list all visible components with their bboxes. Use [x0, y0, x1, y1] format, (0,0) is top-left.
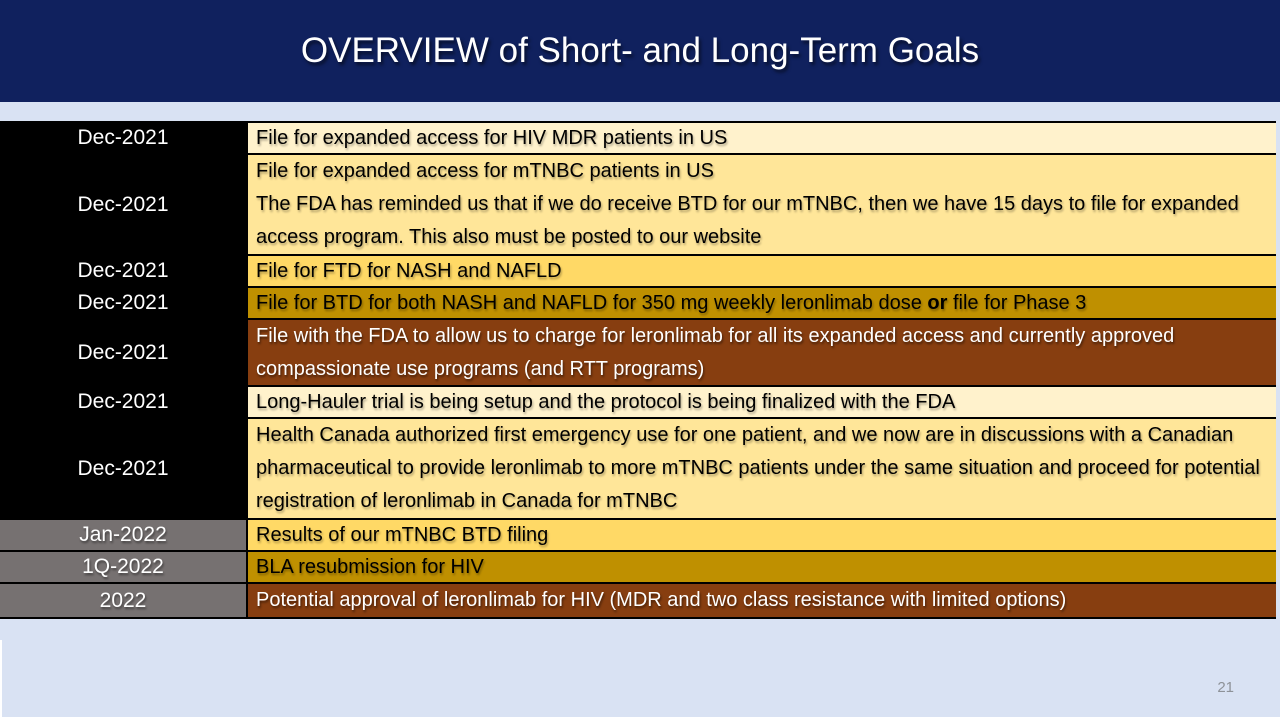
goal-cell: [248, 320, 1276, 385]
page-number: 21: [1217, 679, 1234, 696]
goal-text-post: file for Phase 3: [947, 291, 1087, 314]
table-row: [0, 419, 1276, 520]
goal-cell: [248, 256, 1276, 286]
date-cell: Dec-2021: [0, 155, 248, 254]
goal-text: File for expanded access for mTNBC patients in US: [256, 160, 714, 182]
date-cell: Dec-2021: [0, 387, 248, 417]
goal-text: File with the FDA to allow us to charge for leronlimab for all its expanded access and currently approved compassionate use programs (and RTT programs): [256, 324, 1175, 380]
date-cell: Dec-2021: [0, 123, 248, 153]
goal-text: Results of our mTNBC BTD filing: [256, 523, 549, 546]
goal-cell: [248, 520, 1276, 550]
goal-text-bold: or: [927, 291, 948, 314]
date-cell: 1Q-2022: [0, 552, 248, 582]
goal-text: Health Canada authorized first emergency use for one patient, and we now are in discussions with a Canadian pharmaceutical to provide leronlimab to more mTNBC patients under the same situation and proceed for potential registration of leronlimab in Canada for mTNBC: [256, 424, 1260, 512]
slide-header: [0, 0, 1280, 102]
goal-cell: [248, 123, 1276, 153]
table-row: [0, 320, 1276, 387]
goal-text: File for expanded access for HIV MDR patients in US: [256, 126, 728, 149]
date-cell: Dec-2021: [0, 256, 248, 286]
goal-cell: [248, 155, 1276, 254]
table-row: [0, 155, 1276, 256]
table-row: [0, 552, 1276, 584]
table-row: [0, 387, 1276, 419]
slide-title: OVERVIEW of Short- and Long-Term Goals: [300, 31, 980, 70]
goal-text: [256, 288, 1268, 318]
table-row: [0, 256, 1276, 288]
goal-text: Potential approval of leronlimab for HIV (MDR and two class resistance with limited options): [256, 589, 1067, 611]
goals-table: [0, 121, 1276, 619]
goal-text-pre: File for BTD for both NASH and NAFLD for 350 mg weekly leronlimab dose: [256, 291, 928, 314]
date-cell: 2022: [0, 584, 248, 617]
goal-cell: [248, 288, 1276, 318]
goal-cell: [248, 387, 1276, 417]
date-cell: Dec-2021: [0, 419, 248, 518]
date-cell: Dec-2021: [0, 320, 248, 385]
goal-text: File for FTD for NASH and NAFLD: [256, 259, 562, 282]
table-row: [0, 584, 1276, 617]
date-cell: Jan-2022: [0, 520, 248, 550]
goal-cell: [248, 552, 1276, 582]
goal-text: BLA resubmission for HIV: [256, 555, 484, 578]
goal-cell: [248, 419, 1276, 518]
goal-cell: [248, 584, 1276, 617]
table-row: [0, 123, 1276, 155]
goal-text: The FDA has reminded us that if we do receive BTD for our mTNBC, then we have 15 days to file for expanded access program. This also must be posted to our website: [256, 193, 1239, 248]
goal-text: Long-Hauler trial is being setup and the protocol is being finalized with the FDA: [256, 390, 956, 413]
date-cell: Dec-2021: [0, 288, 248, 318]
table-row: [0, 288, 1276, 320]
table-row: [0, 520, 1276, 552]
slide-left-edge: [0, 640, 2, 720]
